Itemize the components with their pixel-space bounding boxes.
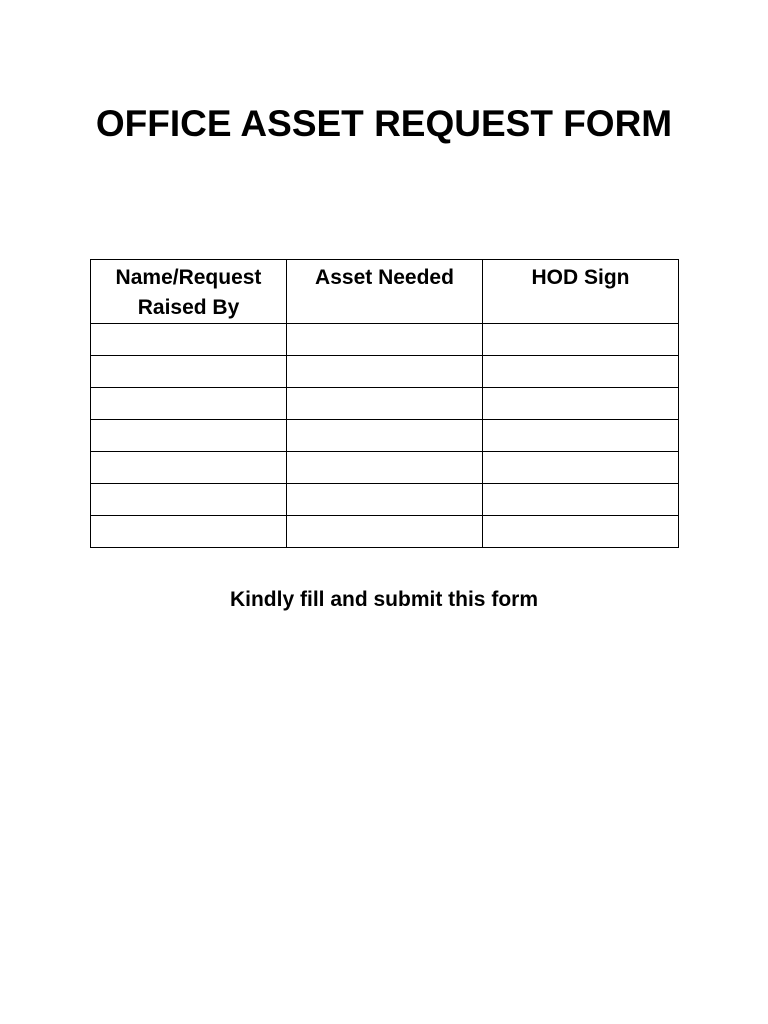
header-asset-needed: Asset Needed (287, 260, 483, 324)
table-cell-asset[interactable] (287, 324, 483, 356)
table-header-row (91, 260, 679, 324)
table-cell-name[interactable] (91, 484, 287, 516)
table-cell-hod-sign[interactable] (483, 484, 679, 516)
table-cell-hod-sign[interactable] (483, 452, 679, 484)
table-cell-hod-sign[interactable] (483, 420, 679, 452)
table-cell-asset[interactable] (287, 516, 483, 548)
table-cell-asset[interactable] (287, 356, 483, 388)
table-cell-asset[interactable] (287, 420, 483, 452)
table-cell-name[interactable] (91, 420, 287, 452)
table-cell-hod-sign[interactable] (483, 388, 679, 420)
table-cell-hod-sign[interactable] (483, 324, 679, 356)
table-row (91, 452, 679, 484)
footer-instruction: Kindly fill and submit this form (229, 588, 538, 611)
table-cell-asset[interactable] (287, 388, 483, 420)
table-cell-asset[interactable] (287, 484, 483, 516)
table-cell-name[interactable] (91, 388, 287, 420)
table-row (91, 516, 679, 548)
table-row (91, 356, 679, 388)
table-cell-asset[interactable] (287, 452, 483, 484)
table-row (91, 388, 679, 420)
table-cell-name[interactable] (91, 516, 287, 548)
table-cell-name[interactable] (91, 324, 287, 356)
asset-request-table (90, 259, 679, 548)
table-row (91, 420, 679, 452)
page-title: OFFICE ASSET REQUEST FORM (95, 103, 673, 144)
table-cell-hod-sign[interactable] (483, 356, 679, 388)
table-row (91, 324, 679, 356)
table-cell-hod-sign[interactable] (483, 516, 679, 548)
table-cell-name[interactable] (91, 356, 287, 388)
header-name-request-raised-by: Name/Request Raised By (91, 260, 287, 324)
table-cell-name[interactable] (91, 452, 287, 484)
table-row (91, 484, 679, 516)
header-hod-sign: HOD Sign (483, 260, 679, 324)
